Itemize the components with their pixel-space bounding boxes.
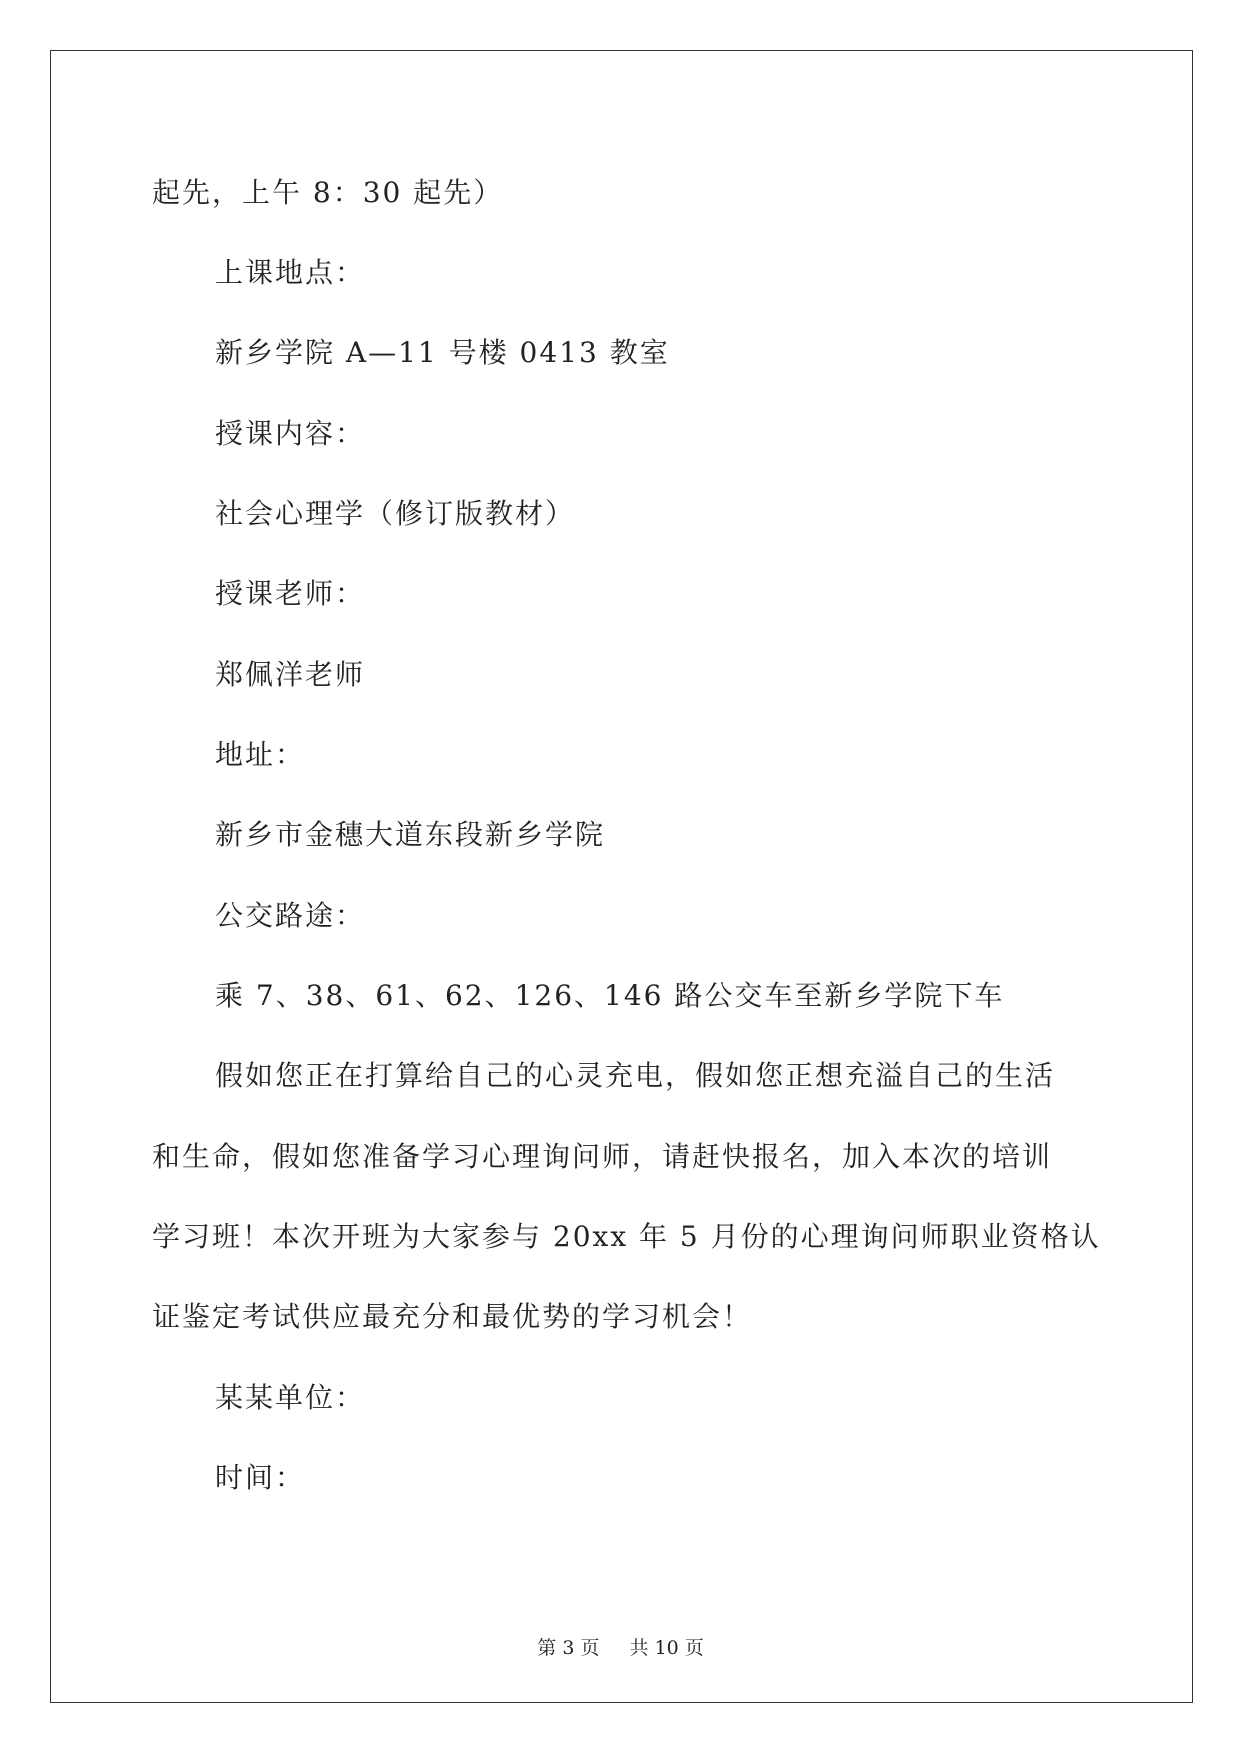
heading-course-content: 授课内容： (215, 417, 366, 450)
heading-teacher: 授课老师： (215, 577, 366, 610)
text-teacher: 郑佩洋老师 (215, 658, 366, 691)
text-line-continuation: 起先，上午 8：30 起先） (152, 176, 504, 209)
text-course-content: 社会心理学（修订版教材） (215, 497, 576, 530)
paragraph-line-2: 和生命，假如您准备学习心理询问师，请赶快报名，加入本次的培训 (152, 1140, 1053, 1173)
heading-bus-route: 公交路途： (215, 899, 366, 932)
page-border (50, 50, 1193, 1703)
text-bus-route: 乘 7、38、61、62、126、146 路公交车至新乡学院下车 (215, 979, 1005, 1012)
heading-organization: 某某单位： (215, 1381, 366, 1414)
text-address: 新乡市金穗大道东段新乡学院 (215, 818, 606, 851)
text-class-location: 新乡学院 A—11 号楼 0413 教室 (215, 336, 670, 369)
heading-time: 时间： (215, 1461, 306, 1494)
paragraph-line-4: 证鉴定考试供应最充分和最优势的学习机会！ (152, 1300, 753, 1333)
heading-class-location: 上课地点： (215, 256, 366, 289)
heading-address: 地址： (215, 738, 306, 771)
page-footer (0, 1636, 1241, 1660)
paragraph-line-3: 学习班！本次开班为大家参与 20xx 年 5 月份的心理询问师职业资格认 (152, 1220, 1101, 1253)
page-number: 第 3 页 (537, 1637, 600, 1659)
page-total: 共 10 页 (629, 1637, 704, 1659)
paragraph-line-1: 假如您正在打算给自己的心灵充电，假如您正想充溢自己的生活 (215, 1059, 1056, 1092)
